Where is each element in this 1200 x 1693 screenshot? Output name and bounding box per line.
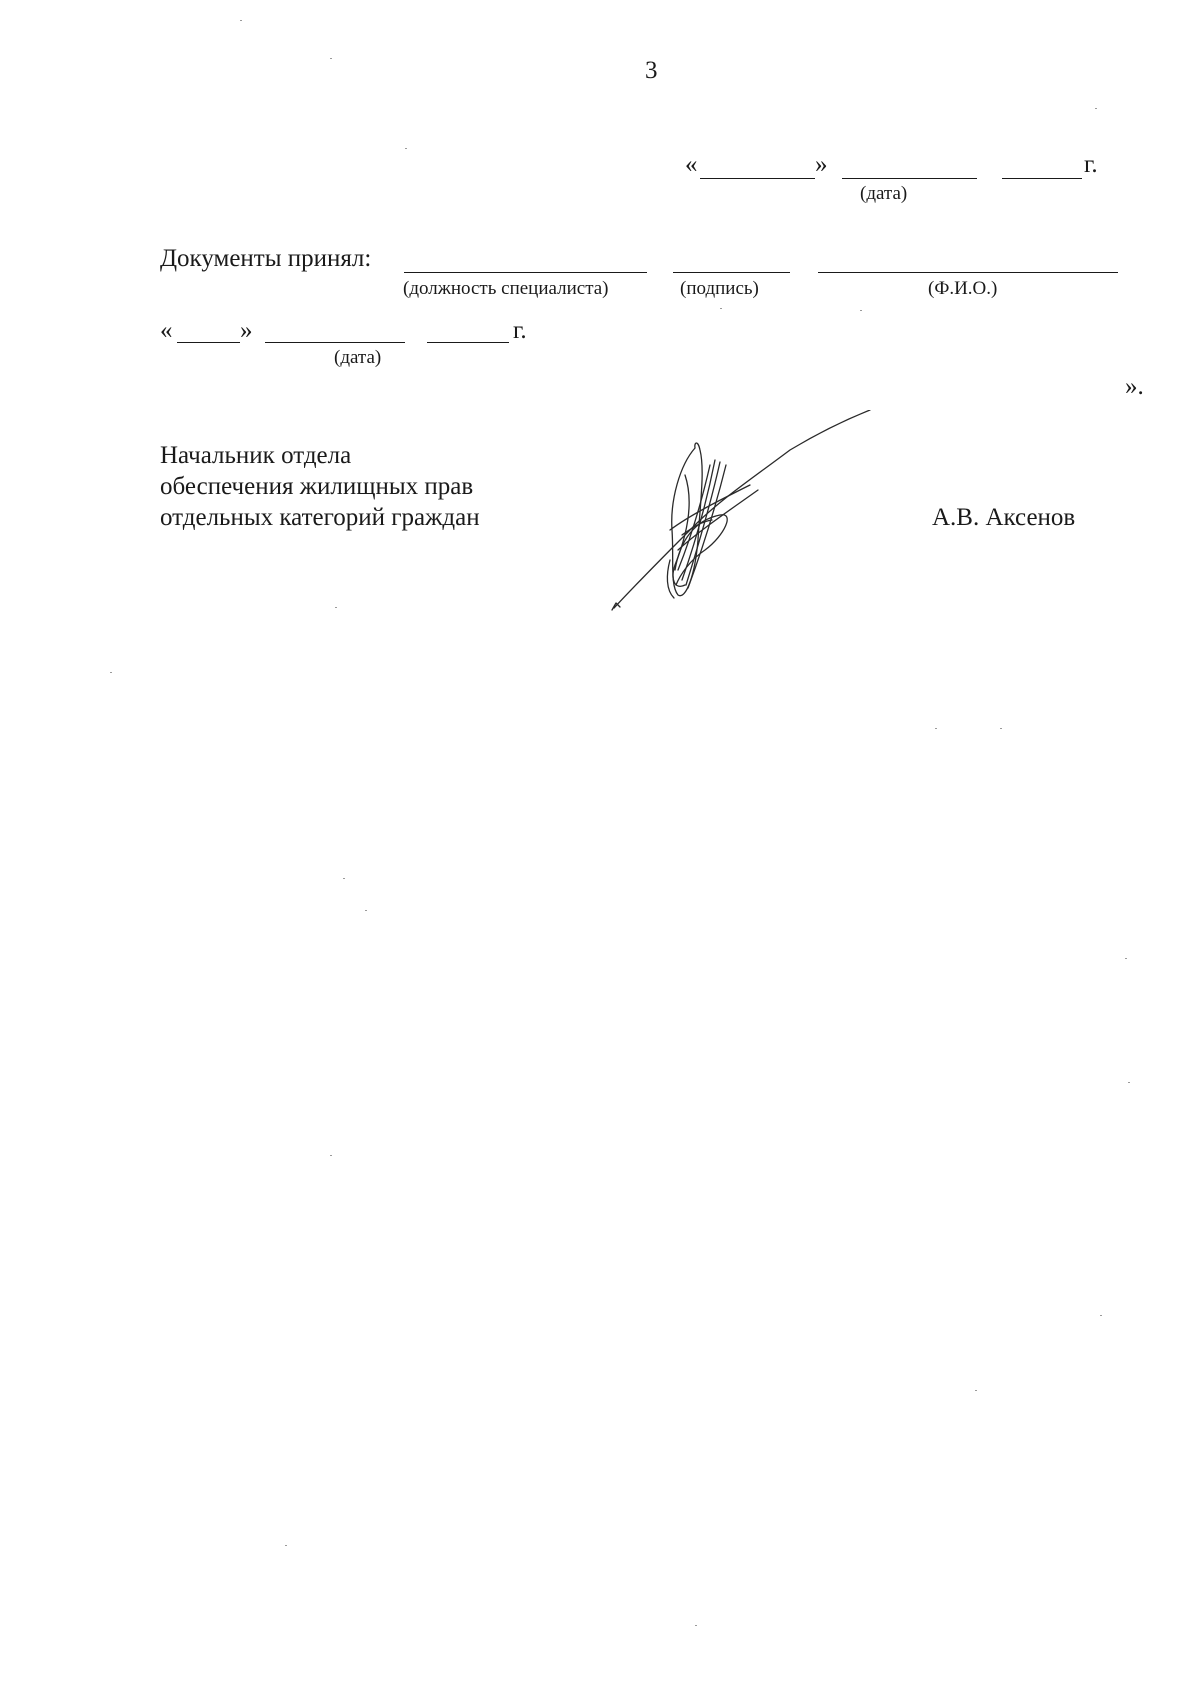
position-caption: (должность специалиста) <box>403 278 609 299</box>
applicant-date-year-line <box>1002 178 1082 179</box>
applicant-date-caption: (дата) <box>860 183 908 204</box>
signatory-title-line-2: обеспечения жилищных прав <box>160 473 474 500</box>
signatory-title-line-3: отдельных категорий граждан <box>160 504 480 531</box>
closing-quote-mark: ». <box>1125 373 1144 400</box>
position-line <box>404 272 647 273</box>
accepted-date-close-quote: » <box>240 317 253 344</box>
accepted-date-year-suffix: г. <box>513 317 527 344</box>
page-number: 3 <box>645 57 658 84</box>
name-caption: (Ф.И.О.) <box>928 278 998 299</box>
signatory-name: А.В. Аксенов <box>932 504 1076 531</box>
accepted-date-caption: (дата) <box>334 347 382 368</box>
applicant-date-month-line <box>842 178 977 179</box>
signatory-title <box>160 440 480 533</box>
signature-caption: (подпись) <box>680 278 759 299</box>
accepted-date-day-line <box>177 342 240 343</box>
applicant-date-close-quote: » <box>815 151 828 178</box>
handwritten-signature <box>600 410 880 620</box>
signatory-title-line-1: Начальник отдела <box>160 442 352 469</box>
signature-line <box>673 272 790 273</box>
applicant-date-day-line <box>700 178 815 179</box>
accepted-date-open-quote: « <box>160 317 173 344</box>
accepted-date-year-line <box>427 342 509 343</box>
applicant-date-open-quote: « <box>685 151 698 178</box>
accepted-date-month-line <box>265 342 405 343</box>
documents-accepted-label: Документы принял: <box>160 245 372 272</box>
applicant-date-year-suffix: г. <box>1084 151 1098 178</box>
name-line <box>818 272 1118 273</box>
